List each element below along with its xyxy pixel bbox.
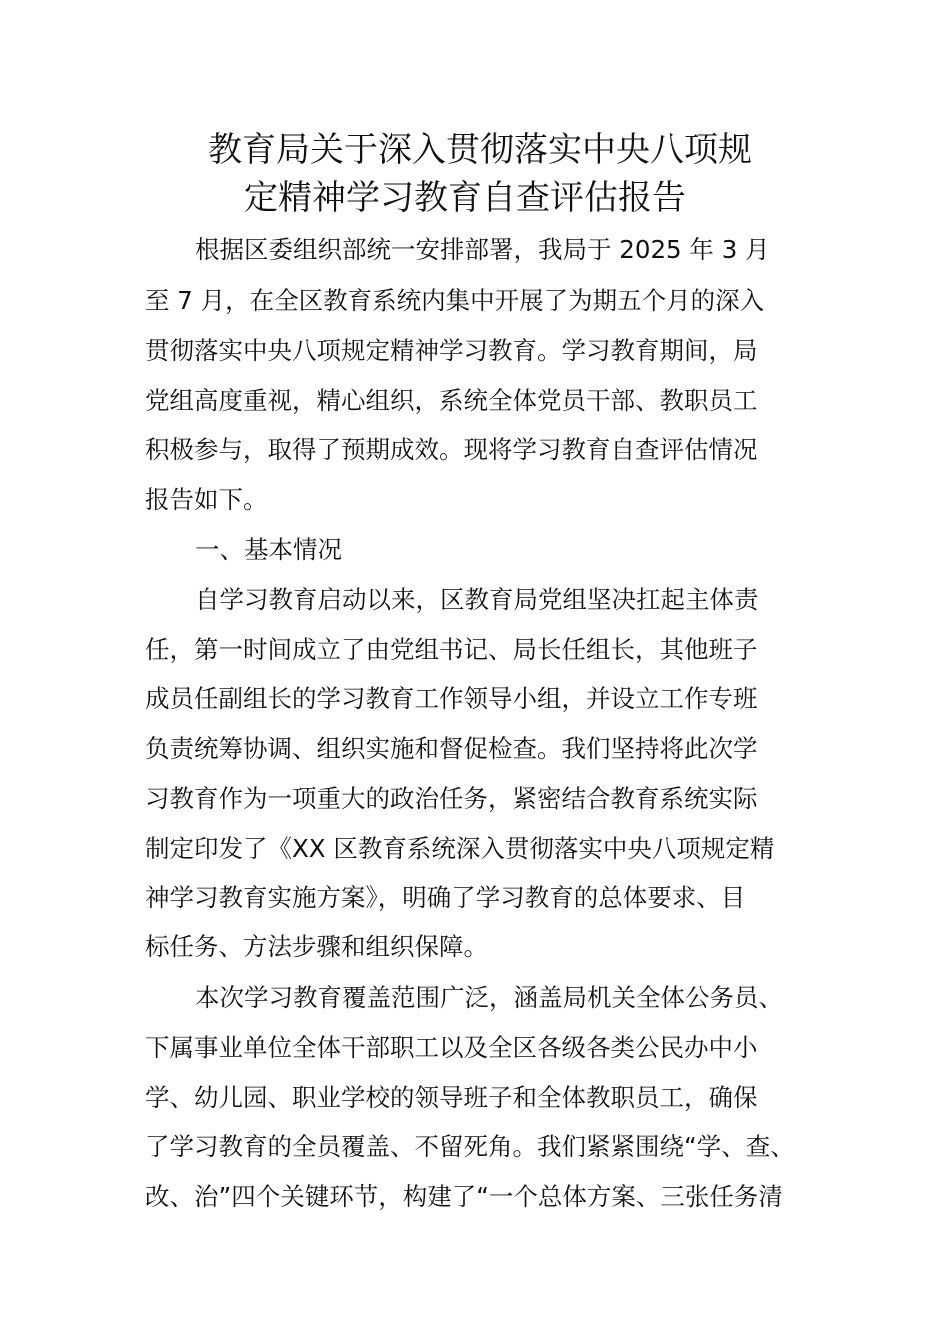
body-line: 任，第一时间成立了由党组书记、局长任组长，其他班子 bbox=[145, 635, 758, 664]
body-line: 学、幼儿园、职业学校的领导班子和全体教职员工，确保 bbox=[145, 1083, 758, 1112]
title-line-1: 教育局关于深入贯彻落实中央八项规 bbox=[208, 130, 752, 170]
body-line: 自学习教育启动以来，区教育局党组坚决扛起主体责 bbox=[195, 585, 759, 614]
body-line: 标任务、方法步骤和组织保障。 bbox=[145, 932, 488, 961]
body-line: 成员任副组长的学习教育工作领导小组，并设立工作专班 bbox=[145, 684, 758, 713]
body-line: 了学习教育的全员覆盖、不留死角。我们紧紧围绕“学、查、 bbox=[145, 1132, 795, 1161]
body-line: 党组高度重视，精心组织，系统全体党员干部、教职员工 bbox=[145, 386, 758, 415]
body-line: 贯彻落实中央八项规定精神学习教育。学习教育期间，局 bbox=[145, 336, 758, 365]
body-line: 至 7 月，在全区教育系统内集中开展了为期五个月的深入 bbox=[145, 286, 765, 315]
body-line: 本次学习教育覆盖范围广泛，涵盖局机关全体公务员、 bbox=[195, 983, 783, 1012]
body-line: 神学习教育实施方案》，明确了学习教育的总体要求、目 bbox=[145, 883, 746, 912]
body-line: 负责统筹协调、组织实施和督促检查。我们坚持将此次学 bbox=[145, 734, 758, 763]
section-heading: 一、基本情况 bbox=[195, 535, 342, 564]
body-line: 报告如下。 bbox=[145, 485, 268, 514]
body-line: 改、治”四个关键环节，构建了“一个总体方案、三张任务清 bbox=[145, 1182, 783, 1211]
body-line: 根据区委组织部统一安排部署，我局于 2025 年 3 月 bbox=[195, 235, 770, 264]
body-line: 习教育作为一项重大的政治任务，紧密结合教育系统实际 bbox=[145, 784, 758, 813]
title-line-2: 定精神学习教育自查评估报告 bbox=[244, 178, 686, 218]
document-title bbox=[140, 126, 820, 222]
body-line: 积极参与，取得了预期成效。现将学习教育自查评估情况 bbox=[145, 435, 758, 464]
body-line: 制定印发了《XX 区教育系统深入贯彻落实中央八项规定精 bbox=[145, 834, 775, 863]
body-line: 下属事业单位全体干部职工以及全区各级各类公民办中小 bbox=[145, 1033, 758, 1062]
